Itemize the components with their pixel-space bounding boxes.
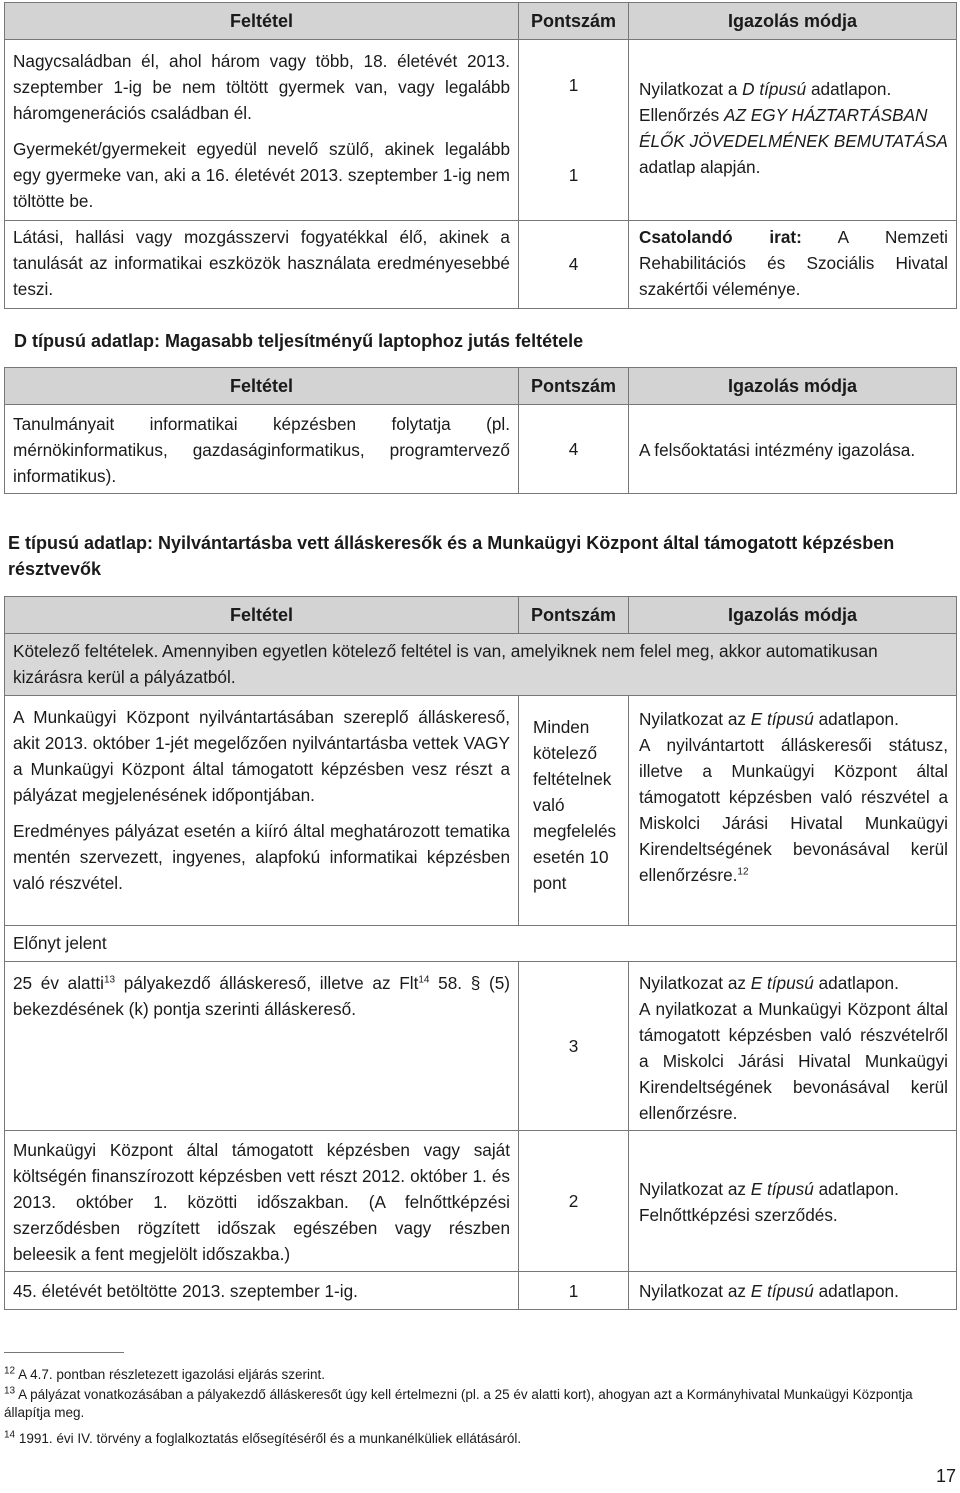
points-it-studies: 4 — [519, 405, 629, 494]
ver-italic-1: D típusú — [742, 78, 807, 99]
mandatory-verification — [629, 696, 957, 926]
verification-age-45 — [629, 1272, 957, 1310]
header-condition: Feltétel — [5, 597, 519, 634]
ver-text-b: adatlapon. — [813, 1179, 899, 1199]
header-condition: Feltétel — [5, 3, 519, 40]
table-header-row — [5, 597, 957, 634]
table-row — [5, 1272, 957, 1310]
ver-italic: E típusú — [750, 1281, 814, 1301]
condition-age-45: 45. életévét betöltötte 2013. szeptember 1-ig. — [5, 1272, 519, 1310]
mandatory-points: Minden kötelező feltételnek való megfelelés esetén 10 pont — [519, 696, 629, 926]
footnote-text: A 4.7. pontban részletezett igazolási eljárás szerint. — [18, 1367, 326, 1382]
footnote-ref-13: 13 — [103, 974, 116, 986]
table-d — [4, 367, 957, 494]
table-row — [5, 405, 957, 494]
points-single-parent: 1 — [519, 130, 629, 220]
points-young-jobseeker: 3 — [519, 962, 629, 1131]
ver-text-a: Nyilatkozat az — [639, 973, 751, 993]
mandatory-condition-training: Eredményes pályázat esetén a kiíró által meghatározott tematika mentén szervezett, ingyenes, alapfokú informatikai képzésben való részvétel. — [13, 821, 510, 893]
table-header-row — [5, 3, 957, 40]
ver-text-b: adatlapon. — [813, 973, 899, 993]
cond-text-c: 58. § (5) bekezdésének (k) pontja szerinti álláskereső. — [13, 973, 510, 1019]
ver-text-c: A nyilatkozat a Munkaügyi Központ által támogatott képzésben való részvételről a Miskolci Járási Hivatal Munkaügyi Kirendeltségének bevonásával kerül ellenőrzésre. — [639, 999, 948, 1123]
condition-disability: Látási, hallási vagy mozgásszervi fogyatékkal élő, akinek a tanulását az informatikai eszközök használata eredményesebbé teszi. — [5, 220, 519, 308]
ver-text-a: Nyilatkozat az — [639, 1179, 751, 1199]
page-number: 17 — [935, 1466, 956, 1486]
mandatory-condition-registered: A Munkaügyi Központ nyilvántartásában szereplő álláskereső, akit 2013. október 1-jét megelőzően nyilvántartásba vettek VAGY a Munkaügyi Központ által támogatott képzésben vesz részt a pályázat megjelenésének időpontjában. — [13, 707, 510, 805]
condition-it-studies: Tanulmányait informatikai képzésben folytatja (pl. mérnökinformatikus, gazdaságinformatikus, programtervező informatikus). — [5, 405, 519, 494]
ver-italic: E típusú — [750, 709, 814, 729]
ver-text-a: Nyilatkozat az — [639, 1281, 751, 1301]
header-verification: Igazolás módja — [629, 368, 957, 405]
ver-text-4: adatlap alapján. — [639, 156, 761, 177]
header-points: Pontszám — [519, 368, 629, 405]
mandatory-header-row — [5, 634, 957, 696]
ver-text-3: Ellenőrzés — [639, 104, 725, 125]
footnote-text: 1991. évi IV. törvény a foglalkoztatás elősegítéséről és a munkanélküliek ellátásáról. — [18, 1431, 522, 1446]
ver-text-c: A nyilvántartott álláskeresői státusz, illetve a Munkaügyi Központ által támogatott képzésben való részvétel a Miskolci Járási Hivatal Munkaügyi Kirendeltségének bevonásával kerül ellenőrzésre. — [639, 735, 948, 885]
ver-text-a: Nyilatkozat az — [639, 709, 751, 729]
cond-text-a: 25 év alatti — [13, 973, 104, 993]
verification-disability — [629, 220, 957, 308]
advantage-header-row — [5, 926, 957, 962]
condition-young-jobseeker — [5, 962, 519, 1131]
section-d-title: D típusú adatlap: Magasabb teljesítményű laptophoz jutás feltétele — [14, 331, 584, 351]
header-verification: Igazolás módja — [629, 3, 957, 40]
table-header-row — [5, 368, 957, 405]
points-disability: 4 — [519, 220, 629, 308]
mandatory-conditions-header: Kötelező feltételek. Amennyiben egyetlen kötelező feltétel is van, amelyiknek nem felel meg, akkor automatikusan kizárásra kerül a pályázatból. — [5, 634, 957, 696]
condition-large-family: Nagycsaládban él, ahol három vagy több, 18. életévét 2013. szeptember 1-ig be nem töltött gyermek van, vagy legalább háromgenerációs családban él. — [5, 40, 519, 131]
ver-text-b: adatlapon. — [813, 709, 899, 729]
header-verification: Igazolás módja — [629, 597, 957, 634]
footnote-text: A pályázat vonatkozásában a pályakezdő álláskeresőt úgy kell értelmezni (pl. a 25 év alatti kort), ahogyan azt a Kormányhivatal Munkaügyi Központja állapítja meg. — [4, 1387, 913, 1420]
footnote-ref-14: 14 — [418, 974, 430, 986]
verification-young-jobseeker — [629, 962, 957, 1131]
points-large-family: 1 — [519, 40, 629, 131]
header-condition: Feltétel — [5, 368, 519, 405]
table-row — [5, 962, 957, 1131]
ver-text-c: Felnőttképzési szerződés. — [639, 1205, 838, 1225]
verification-household — [629, 40, 957, 221]
table-row — [5, 220, 957, 308]
footnote-12 — [4, 1366, 954, 1384]
ver-italic-2: AZ EGY HÁZTARTÁSBAN ÉLŐK JÖVEDELMÉNEK BEMUTATÁSA — [639, 104, 948, 151]
ver-italic: E típusú — [750, 1179, 814, 1199]
header-points: Pontszám — [519, 3, 629, 40]
ver-text-1: Nyilatkozat a — [639, 78, 743, 99]
section-e-title: E típusú adatlap: Nyilvántartásba vett álláskeresők és a Munkaügyi Központ által támogatott képzésben résztvevők — [8, 533, 895, 579]
footnote-14 — [4, 1430, 954, 1448]
condition-single-parent: Gyermekét/gyermekeit egyedül nevelő szülő, akinek legalább egy gyermeke van, aki a 16. életévét 2013. szeptember 1-ig nem töltötte be. — [5, 130, 519, 220]
footnote-number: 12 — [4, 1365, 16, 1377]
advantage-header: Előnyt jelent — [5, 926, 957, 962]
ver-italic: E típusú — [750, 973, 814, 993]
table-row — [5, 40, 957, 131]
footnote-ref-12: 12 — [737, 866, 749, 878]
ver-text-2: adatlapon. — [806, 78, 892, 99]
verification-university: A felsőoktatási intézmény igazolása. — [629, 405, 957, 494]
ver-bold-label: Csatolandó irat: — [639, 226, 802, 247]
footnote-13 — [4, 1386, 954, 1422]
footnote-number: 13 — [4, 1385, 16, 1397]
cond-text-b: pályakezdő álláskereső, illetve az Flt — [115, 973, 419, 993]
points-training-participation: 2 — [519, 1131, 629, 1272]
table-row — [5, 696, 957, 926]
points-age-45: 1 — [519, 1272, 629, 1310]
ver-text: A Nemzeti Rehabilitációs és Szociális Hivatal szakértői véleménye. — [639, 226, 949, 299]
footnote-divider — [4, 1352, 124, 1353]
ver-text-b: adatlapon. — [813, 1281, 899, 1301]
table-e — [4, 596, 957, 1310]
table-row — [5, 1131, 957, 1272]
mandatory-conditions — [5, 696, 519, 926]
table-c — [4, 2, 957, 309]
verification-training-participation — [629, 1131, 957, 1272]
condition-training-participation: Munkaügyi Központ által támogatott képzésben vagy saját költségén finanszírozott képzésben vett részt 2012. október 1. és 2013. október 1. közötti időszakban. (A felnőttképzési szerződésben rögzített időszak egészében vagy részben beleesik a fent megjelölt időszakba.) — [5, 1131, 519, 1272]
header-points: Pontszám — [519, 597, 629, 634]
footnote-number: 14 — [4, 1429, 16, 1441]
